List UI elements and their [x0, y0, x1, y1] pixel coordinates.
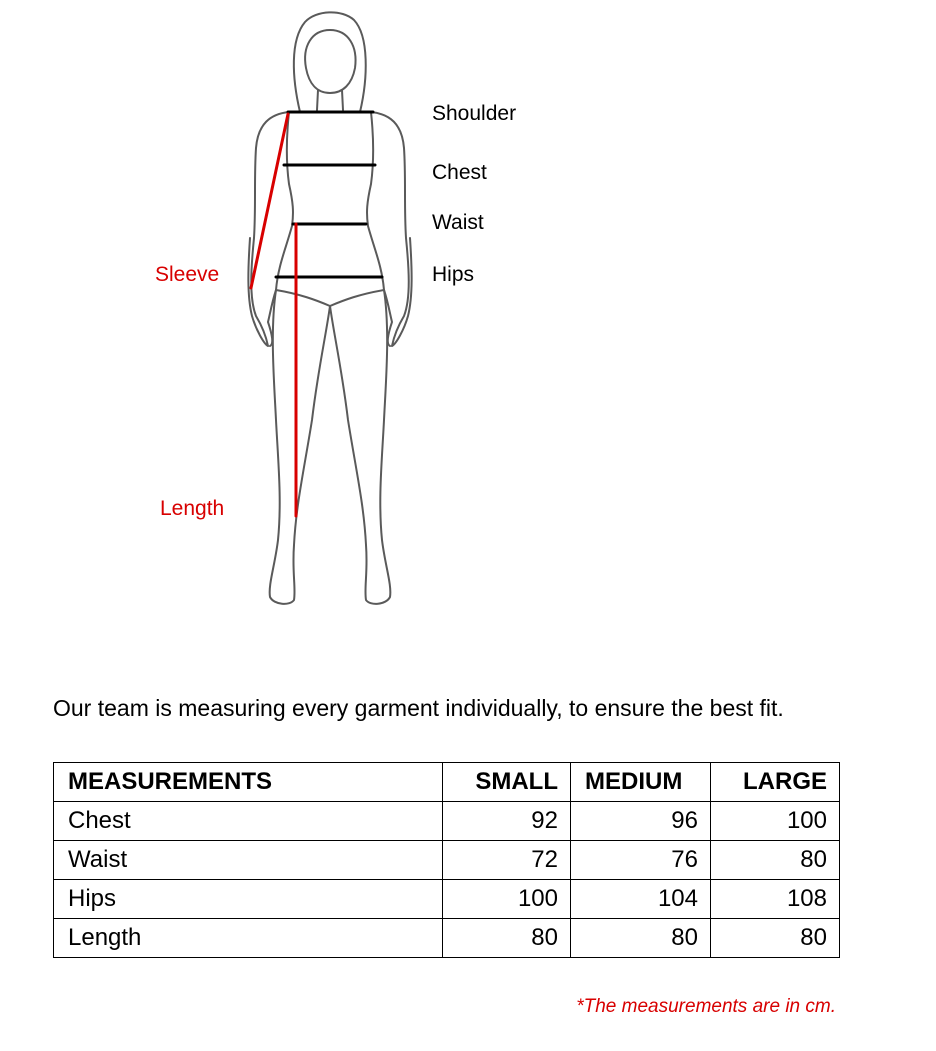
- row-label: Chest: [54, 802, 443, 841]
- cell-large: 108: [711, 880, 840, 919]
- header-medium: MEDIUM: [571, 763, 711, 802]
- right-arm-outline: [371, 112, 412, 346]
- length-label: Length: [160, 497, 225, 520]
- row-label: Hips: [54, 880, 443, 919]
- torso-left-outline: [276, 112, 293, 290]
- left-leg-outline: [270, 290, 330, 604]
- sleeve-label: Sleeve: [155, 263, 220, 286]
- cell-small: 72: [443, 841, 571, 880]
- header-measurements: MEASUREMENTS: [54, 763, 443, 802]
- face-outline: [305, 30, 355, 93]
- cell-large: 100: [711, 802, 840, 841]
- table-header-row: [54, 763, 840, 802]
- row-label: Waist: [54, 841, 443, 880]
- cell-large: 80: [711, 841, 840, 880]
- row-label: Length: [54, 919, 443, 958]
- cell-medium: 80: [571, 919, 711, 958]
- table-row: [54, 802, 840, 841]
- left-arm-outline: [248, 112, 289, 346]
- waist-label: Waist: [432, 211, 484, 234]
- hip-brief-outline: [276, 290, 384, 306]
- table-row: [54, 841, 840, 880]
- header-small: SMALL: [443, 763, 571, 802]
- right-leg-outline: [330, 290, 390, 604]
- cell-medium: 76: [571, 841, 711, 880]
- cell-small: 92: [443, 802, 571, 841]
- cell-large: 80: [711, 919, 840, 958]
- intro-text: Our team is measuring every garment individually, to ensure the best fit.: [53, 695, 784, 721]
- body-outline: [248, 12, 411, 604]
- table-row: [54, 919, 840, 958]
- torso-right-outline: [367, 112, 384, 290]
- cell-small: 100: [443, 880, 571, 919]
- shoulder-label: Shoulder: [432, 102, 517, 125]
- cell-medium: 96: [571, 802, 711, 841]
- chest-label: Chest: [432, 161, 487, 184]
- cell-medium: 104: [571, 880, 711, 919]
- hips-label: Hips: [432, 263, 475, 286]
- size-chart-table: [53, 762, 840, 958]
- cell-small: 80: [443, 919, 571, 958]
- table-row: [54, 880, 840, 919]
- units-footnote: *The measurements are in cm.: [576, 996, 836, 1017]
- header-large: LARGE: [711, 763, 840, 802]
